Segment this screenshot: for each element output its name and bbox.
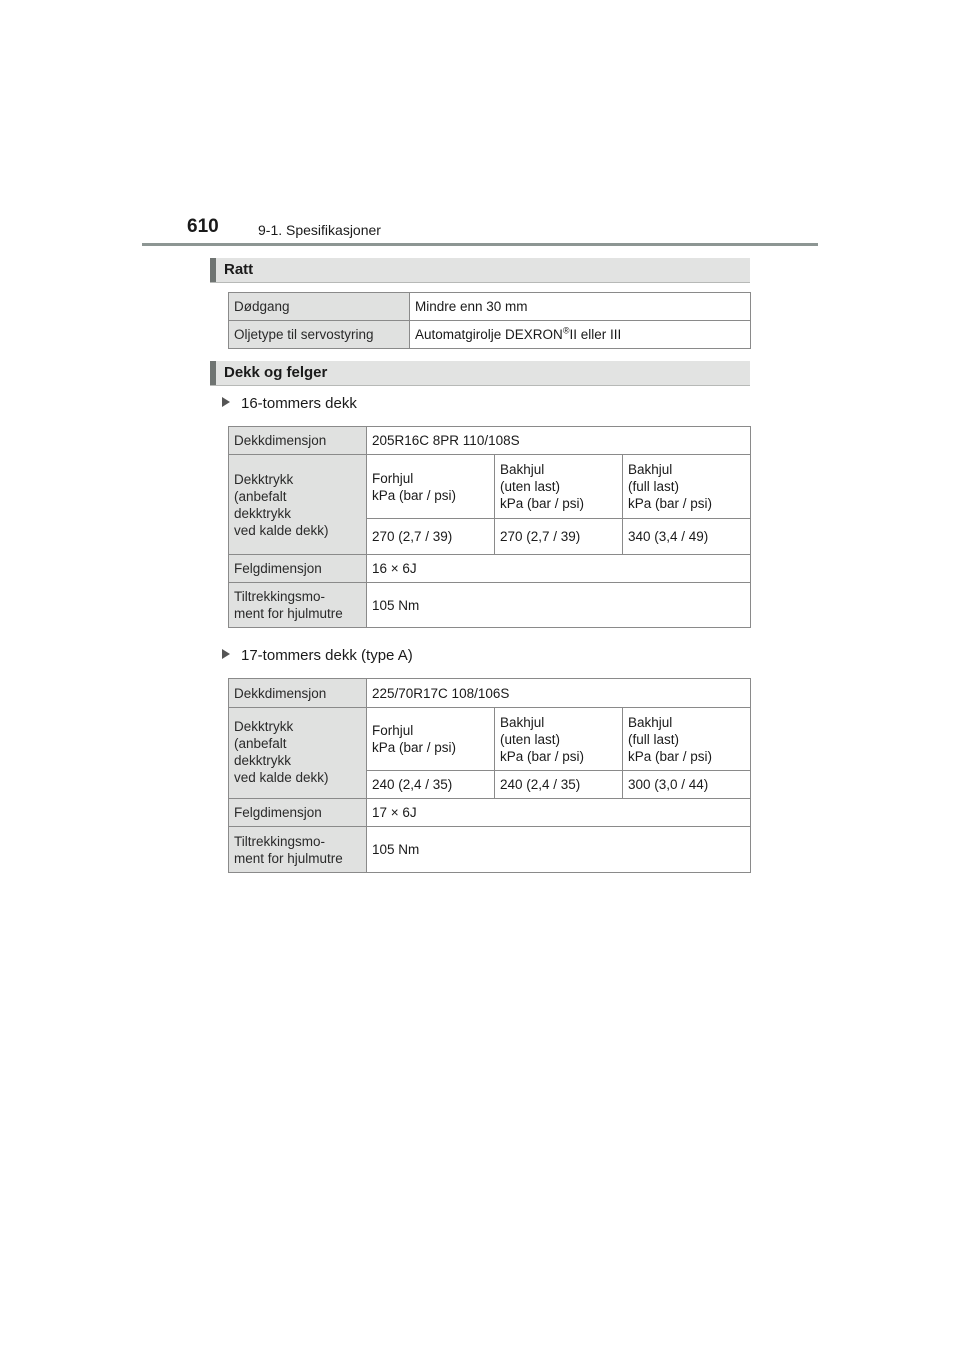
fluid-name: Automatgirolje DEXRON — [415, 327, 563, 342]
rim-value: 17 × 6J — [367, 799, 751, 827]
table-row — [229, 321, 751, 349]
torque-label: Tiltrekkingsmo- ment for hjulmutre — [229, 827, 367, 873]
table-row — [229, 293, 751, 321]
pressure-label: Dekktrykk (anbefalt dekktrykk ved kalde dekk) — [229, 455, 367, 555]
triangle-bullet-icon — [222, 649, 230, 659]
dimension-label: Dekkdimensjon — [229, 679, 367, 708]
pressure-label: Dekktrykk (anbefalt dekktrykk ved kalde dekk) — [229, 708, 367, 799]
row-value — [410, 321, 751, 349]
table-row — [229, 455, 751, 519]
subheading-text: 17-tommers dekk (type A) — [241, 647, 413, 664]
front-pressure-value: 270 (2,7 / 39) — [367, 519, 495, 555]
table-row — [229, 827, 751, 873]
fluid-grade: II eller III — [569, 327, 622, 342]
section-title: Dekk og felger — [224, 364, 328, 381]
registered-mark: ® — [562, 325, 570, 336]
front-pressure-value: 240 (2,4 / 35) — [367, 771, 495, 799]
section-header-ratt — [210, 258, 750, 283]
dimension-label: Dekkdimensjon — [229, 427, 367, 455]
rear-empty-header: Bakhjul (uten last) kPa (bar / psi) — [495, 455, 623, 519]
front-wheel-header: Forhjul kPa (bar / psi) — [367, 708, 495, 771]
rear-full-header: Bakhjul (full last) kPa (bar / psi) — [623, 708, 751, 771]
tire-spec-table-17 — [228, 678, 751, 873]
table-row — [229, 583, 751, 628]
row-label: Dødgang — [229, 293, 410, 321]
subheading-17-inch — [222, 647, 413, 664]
chapter-title: 9-1. Spesifikasjoner — [258, 222, 381, 238]
section-title: Ratt — [224, 261, 254, 278]
table-row — [229, 799, 751, 827]
rim-label: Felgdimensjon — [229, 555, 367, 583]
rear-full-pressure-value: 300 (3,0 / 44) — [623, 771, 751, 799]
rear-empty-header: Bakhjul (uten last) kPa (bar / psi) — [495, 708, 623, 771]
rear-full-pressure-value: 340 (3,4 / 49) — [623, 519, 751, 555]
dimension-value: 205R16C 8PR 110/108S — [367, 427, 751, 455]
table-row — [229, 555, 751, 583]
rim-label: Felgdimensjon — [229, 799, 367, 827]
table-row — [229, 427, 751, 455]
torque-label: Tiltrekkingsmo- ment for hjulmutre — [229, 583, 367, 628]
row-label: Oljetype til servostyring — [229, 321, 410, 349]
torque-value: 105 Nm — [367, 827, 751, 873]
table-row — [229, 679, 751, 708]
dimension-value: 225/70R17C 108/106S — [367, 679, 751, 708]
page-number: 610 — [187, 216, 219, 237]
subheading-16-inch — [222, 395, 357, 412]
row-value: Mindre enn 30 mm — [410, 293, 751, 321]
section-header-dekk — [210, 361, 750, 386]
steering-spec-table — [228, 292, 751, 349]
rear-full-header: Bakhjul (full last) kPa (bar / psi) — [623, 455, 751, 519]
front-wheel-header: Forhjul kPa (bar / psi) — [367, 455, 495, 519]
section-accent-bar — [210, 361, 216, 385]
table-row — [229, 708, 751, 771]
torque-value: 105 Nm — [367, 583, 751, 628]
triangle-bullet-icon — [222, 397, 230, 407]
rear-empty-pressure-value: 270 (2,7 / 39) — [495, 519, 623, 555]
tire-spec-table-16 — [228, 426, 751, 628]
subheading-text: 16-tommers dekk — [241, 395, 357, 412]
section-accent-bar — [210, 258, 216, 282]
rim-value: 16 × 6J — [367, 555, 751, 583]
header-divider — [142, 243, 818, 246]
rear-empty-pressure-value: 240 (2,4 / 35) — [495, 771, 623, 799]
